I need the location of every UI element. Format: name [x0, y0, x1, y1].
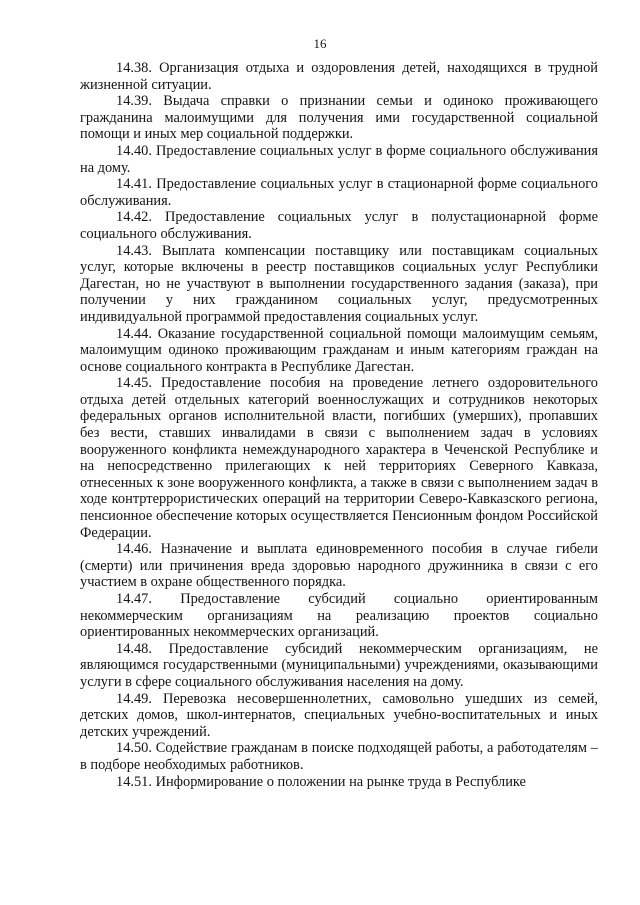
paragraph-14-50: 14.50. Содействие гражданам в поиске подходящей работы, а работодателям – в подборе необходимых работников. [80, 740, 598, 773]
paragraph-14-43: 14.43. Выплата компенсации поставщику или поставщикам социальных услуг, которые включены в реестр поставщиков социальных услуг Республики Дагестан, но не участвуют в выполнении государственного задания (заказа), при получении у них гражданином социальных услуг, предусмотренных индивидуальной программой предоставления социальных услуг. [80, 242, 598, 325]
paragraph-14-40: 14.40. Предоставление социальных услуг в форме социального обслуживания на дому. [80, 142, 598, 176]
paragraph-14-39: 14.39. Выдача справки о признании семьи и одиноко проживающего гражданина малоимущими для получения ими государственной социальной помощи и иных мер социальной поддержки. [80, 93, 598, 143]
paragraph-14-42: 14.42. Предоставление социальных услуг в полустационарной форме социального обслуживания. [80, 209, 598, 242]
paragraph-14-48: 14.48. Предоставление субсидий некоммерческим организациям, не являющимся государственными (муниципальными) учреждениями, оказывающими услуги в сфере социального обслуживания населения на дому. [80, 640, 598, 690]
paragraph-14-44: 14.44. Оказание государственной социальной помощи малоимущим семьям, малоимущим одиноко проживающим гражданам и иным категориям граждан на основе социального контракта в Республике Дагестан. [80, 325, 598, 375]
paragraph-14-38: 14.38. Организация отдыха и оздоровления детей, находящихся в трудной жизненной ситуации. [80, 60, 598, 93]
paragraph-14-47: 14.47. Предоставление субсидий социально ориентированным некоммерческим организациям на реализацию проектов социально ориентированных некоммерческих организаций. [80, 591, 598, 641]
paragraph-14-41: 14.41. Предоставление социальных услуг в стационарной форме социального обслуживания. [80, 176, 598, 209]
paragraph-14-46: 14.46. Назначение и выплата единовременного пособия в случае гибели (смерти) или причинения вреда здоровью народного дружинника в связи с его участием в охране общественного порядка. [80, 541, 598, 591]
page-number: 16 [313, 36, 327, 51]
paragraph-14-51: 14.51. Информирование о положении на рынке труда в Республике [116, 773, 526, 790]
document-body [80, 60, 598, 790]
paragraph-14-45: 14.45. Предоставление пособия на проведение летнего оздоровительного отдыха детей отдельных категорий военнослужащих и сотрудников некоторых федеральных органов исполнительной власти, погибших (умерших), пропавших без вести, ставших инвалидами в связи с выполнением задач в условиях вооруженного конфликта немеждународного характера в Чеченской Республике и на непосредственно прилегающих к ней территориях Северного Кавказа, отнесенных к зоне вооруженного конфликта, а также в связи с выполнением задач в ходе контртеррористических операций на территории Северо-Кавказского региона, пенсионное обеспечение которых осуществляется Пенсионным фондом Российской Федерации. [80, 375, 598, 541]
paragraph-14-49: 14.49. Перевозка несовершеннолетних, самовольно ушедших из семей, детских домов, школ-интернатов, специальных учебно-воспитательных и иных детских учреждений. [80, 690, 598, 740]
